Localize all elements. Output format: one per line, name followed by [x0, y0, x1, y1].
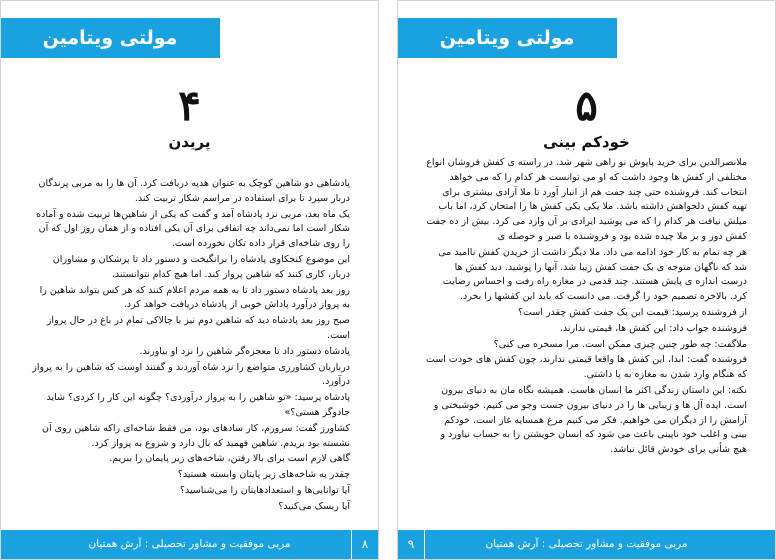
book-page-right [397, 0, 776, 560]
chapter-title: پریدن [168, 133, 211, 151]
footer-bar [398, 530, 775, 559]
paragraph: آیا ریسک می‌کنید؟ [278, 500, 350, 512]
chapter-number: ۴ [178, 81, 201, 130]
body-text [426, 156, 747, 459]
paragraph: روز بعد پادشاه دستور داد تا به همه مردم اعلام کنند که هر کس بتواند شاهین را به پرواز درآورد پاداش خوبی از پادشاه دریافت خواهد کرد. [39, 284, 350, 311]
paragraph: پادشاهی دو شاهین کوچک به عنوان هدیه دریافت کرد. آن ها را به مربی پرندگان دربار سپرد تا برای استفاده در مراسم شکار تربیت کند. [38, 178, 350, 204]
paragraph: پادشاه دستور داد تا معجزه‌گر شاهین را نزد او بیاورند. [139, 345, 350, 357]
paragraph: فروشنده گفت: ابدا، این کفش ها واقعا قیمتی ندارند، چون کفش های خودت است که هنگام وارد شدن به مغازه به پا داشتی. [425, 354, 747, 381]
paragraph: صبح روز بعد پادشاه دید که شاهین دوم نیز با چالاکی تمام در باغ در حال پرواز است. [46, 315, 350, 341]
paragraph: هر چه تمام به کار خود ادامه می داد. ملا دیگر داشت از خریدن کفش ناامید می شد که ناگهان متوجه ی یک جفت کفش زیبا شد. آنها را پوشید. دید کفش ها درست اندازه ی پایش هستند. چند قدمی در مغازه راه رفت و احساس رضایت کرد. بالاخره تصمیم خود را گرفت. می دانست که باید این کفشها را بخرد. [438, 246, 747, 303]
footer-bar [1, 530, 378, 559]
footer-text: مربی موفقیت و مشاور تحصیلی : آرش همتیان [485, 538, 688, 550]
body-text [29, 177, 350, 516]
paragraph: ملاگفت: چه طور چنین چیزی ممکن است. مرا مسخره می کنی؟ [493, 338, 747, 350]
paragraph: آیا توانایی‌ها و استعدادهایتان را می‌شناسید؟ [179, 484, 350, 496]
paragraph: فروشنده جواب داد: این کفش ها، قیمتی ندارند. [559, 322, 747, 334]
paragraph: پادشاه پرسید: «تو شاهین را به پرواز درآوردی؟ چگونه این کار را کردی؟ شاید جادوگر هستی؟» [46, 392, 350, 418]
book-page-left [0, 0, 379, 560]
page-number: ۸ [361, 537, 369, 551]
paragraph: ملانصرالدین برای خرید پاپوش نو راهی شهر شد. در راسته ی کفش فروشان انواع مختلفی از کفش ها وجود داشت که او می توانست هر کدام را که می خواهد انتخاب کند. فروشنده حتی چند جفت هم از انبار آورد تا ملا آزادی بیشتری برای تهیه کفش دلخواهش داشته باشد. ملا یکی یکی کفش ها را امتحان کرد، اما باب میلش نیافت هر کدام را که می پوشید ایرادی بر آن وارد می کرد. بیش از ده جفت کفش دور و بر ملا چیده شده بود و فروشنده با صبر و حوصله ی [426, 157, 747, 242]
header-title-bar: مولتی ویتامین [0, 18, 220, 58]
chapter-title: خودکم بینی [543, 133, 630, 151]
chapter-number: ۵ [575, 81, 598, 130]
paragraph: یک ماه بعد، مربی نزد پادشاه آمد و گفت که یکی از شاهین‌ها تربیت شده و آماده شکار است اما نمی‌داند چه اتفاقی برای آن یکی افتاده و از همان روز اول که آن را روی شاخه‌ای قرار داده تکان نخورده است. [36, 208, 350, 250]
paragraph: درباریان کشاورزی متواضع را نزد شاه آوردند و گفتند اوست که شاهین را به پرواز درآورد. [32, 361, 350, 388]
paragraph: گاهی لازم است برای بالا رفتن، شاخه‌های زیر پایمان را ببریم. [109, 453, 350, 465]
header-title-bar: مولتی ویتامین [397, 18, 617, 58]
paragraph: از فروشنده پرسید: قیمت این یک جفت کفش چقدر است؟ [517, 306, 747, 318]
footer-divider [424, 530, 425, 559]
paragraph: نکته: این داستان زندگی اکثر ما انسان هاست. همیشه نگاه مان به دنیای بیرون است. ایده آل ها و زیبایی ها را در دنیای بیرون جست وجو می کنیم. خوشبختی و آرامش را از دیگران می خواهیم. فکر می کنیم مرغ همسایه غاز است. خودکم بینی و اغلب خود ناپینی باعث می شود که انسان خویشتن را به حساب نیاورد و هیچ شأنی برای خودش قائل نباشد. [433, 384, 747, 456]
paragraph: چقدر به شاخه‌های زیر پایتان وابسته هستید؟ [177, 469, 350, 481]
paragraph: این موضوع کنجکاوی پادشاه را برانگیخت و دستور داد تا پزشکان و مشاوران دربار، کاری کنند که شاهین پرواز کند. اما هیچ کدام نتوانستند. [52, 253, 350, 280]
footer-text: مربی موفقیت و مشاور تحصیلی : آرش همتیان [88, 538, 291, 550]
paragraph: کشاورز گفت: سرورم، کار سادهای بود، من فقط شاخه‌ای راکه شاهین روی آن نشسته بود بریدم. شاهین فهمید که بال دارد و شروع به پرواز کرد. [42, 422, 350, 449]
page-number: ۹ [407, 537, 415, 551]
